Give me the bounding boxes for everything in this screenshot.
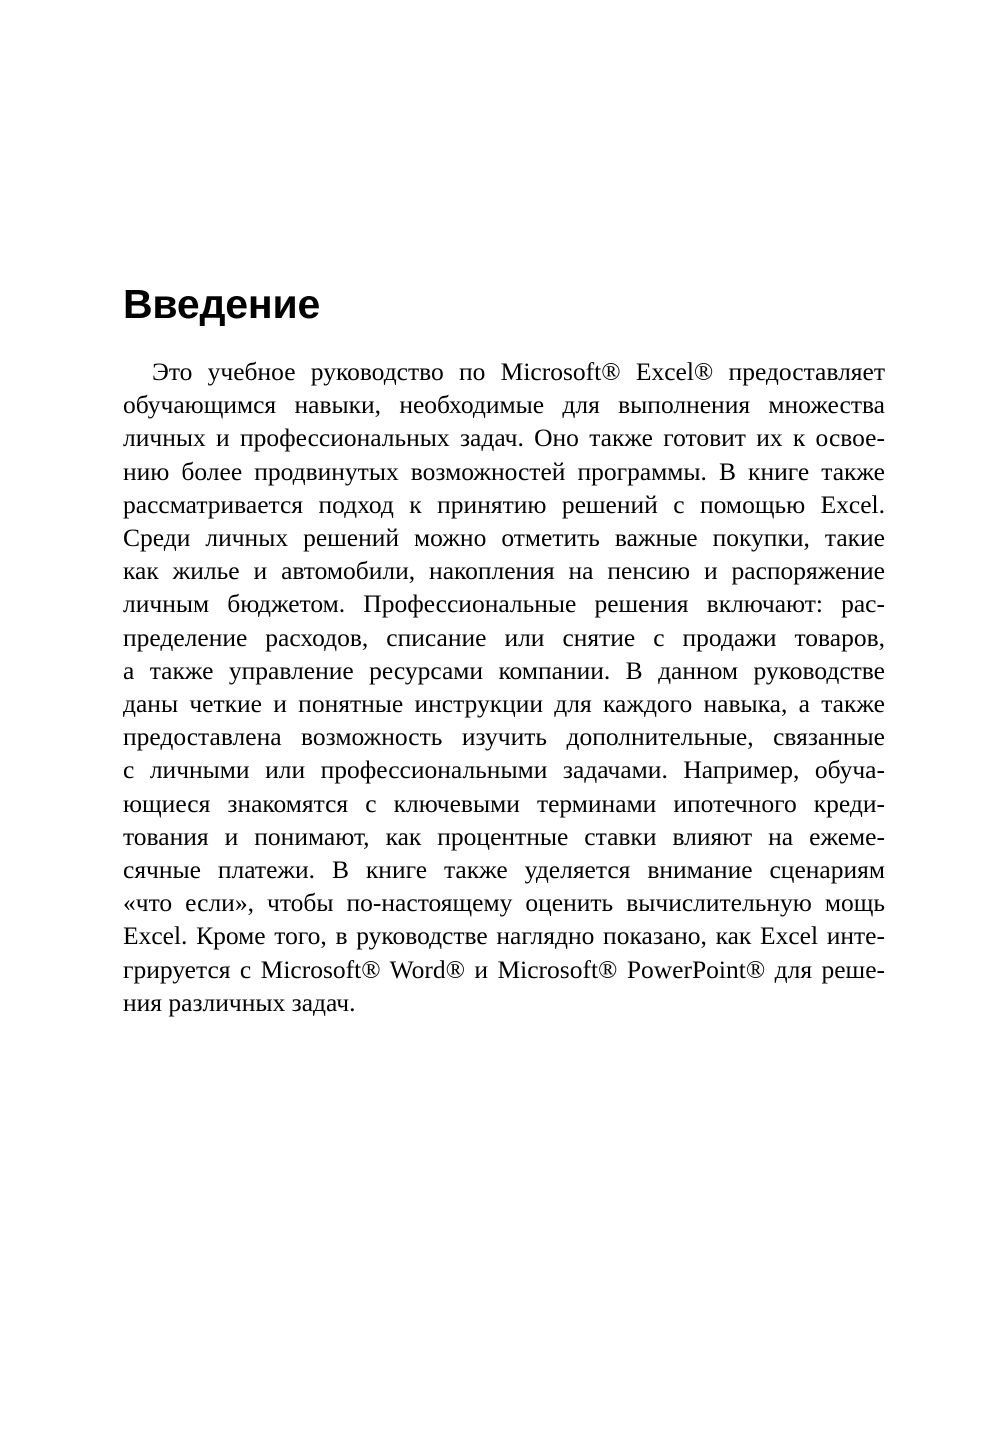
paragraph-line: Среди личных решений можно отметить важные покупки, такие: [123, 523, 885, 553]
paragraph-line: пределение расходов, списание или снятие с продажи товаров,: [123, 622, 885, 652]
paragraph-line: нию более продвинутых возможностей программы. В книге также: [123, 456, 885, 486]
paragraph-line: предоставлена возможность изучить дополнительные, связанные: [123, 722, 885, 752]
paragraph-line: сячные платежи. В книге также уделяется внимание сценариям: [123, 855, 885, 885]
paragraph-line: обучающимся навыки, необходимые для выполнения множества: [123, 390, 885, 420]
page-title: Введение: [123, 281, 321, 327]
paragraph-line: рассматривается подход к принятию решений с помощью Excel.: [123, 489, 885, 519]
paragraph-line: а также управление ресурсами компании. В данном руководстве: [123, 655, 885, 685]
paragraph-line: ющиеся знакомятся с ключевыми терминами ипотечного креди-: [123, 788, 885, 818]
paragraph-line: Excel. Кроме того, в руководстве наглядно показано, как Excel инте-: [123, 921, 885, 951]
introduction-paragraph: [123, 355, 885, 1019]
paragraph-line: грируется с Microsoft® Word® и Microsoft® PowerPoint® для реше-: [123, 954, 885, 984]
paragraph-line: ния различных задач.: [123, 987, 356, 1017]
content-block: [123, 280, 885, 1019]
paragraph-line: личным бюджетом. Профессиональные решения включают: рас-: [123, 589, 885, 619]
paragraph-line: «что если», чтобы по-настоящему оценить вычислительную мощь: [123, 888, 885, 918]
paragraph-line: тования и понимают, как процентные ставки влияют на ежеме-: [123, 821, 885, 851]
paragraph-line: личных и профессиональных задач. Оно также готовит их к освое-: [123, 423, 885, 453]
paragraph-line: даны четкие и понятные инструкции для каждого навыка, а также: [123, 689, 885, 719]
paragraph-line: Это учебное руководство по Microsoft® Excel® предоставляет: [152, 357, 885, 386]
paragraph-line: с личными или профессиональными задачами. Например, обуча-: [123, 755, 885, 785]
paragraph-line: как жилье и автомобили, накопления на пенсию и распоряжение: [123, 556, 885, 586]
